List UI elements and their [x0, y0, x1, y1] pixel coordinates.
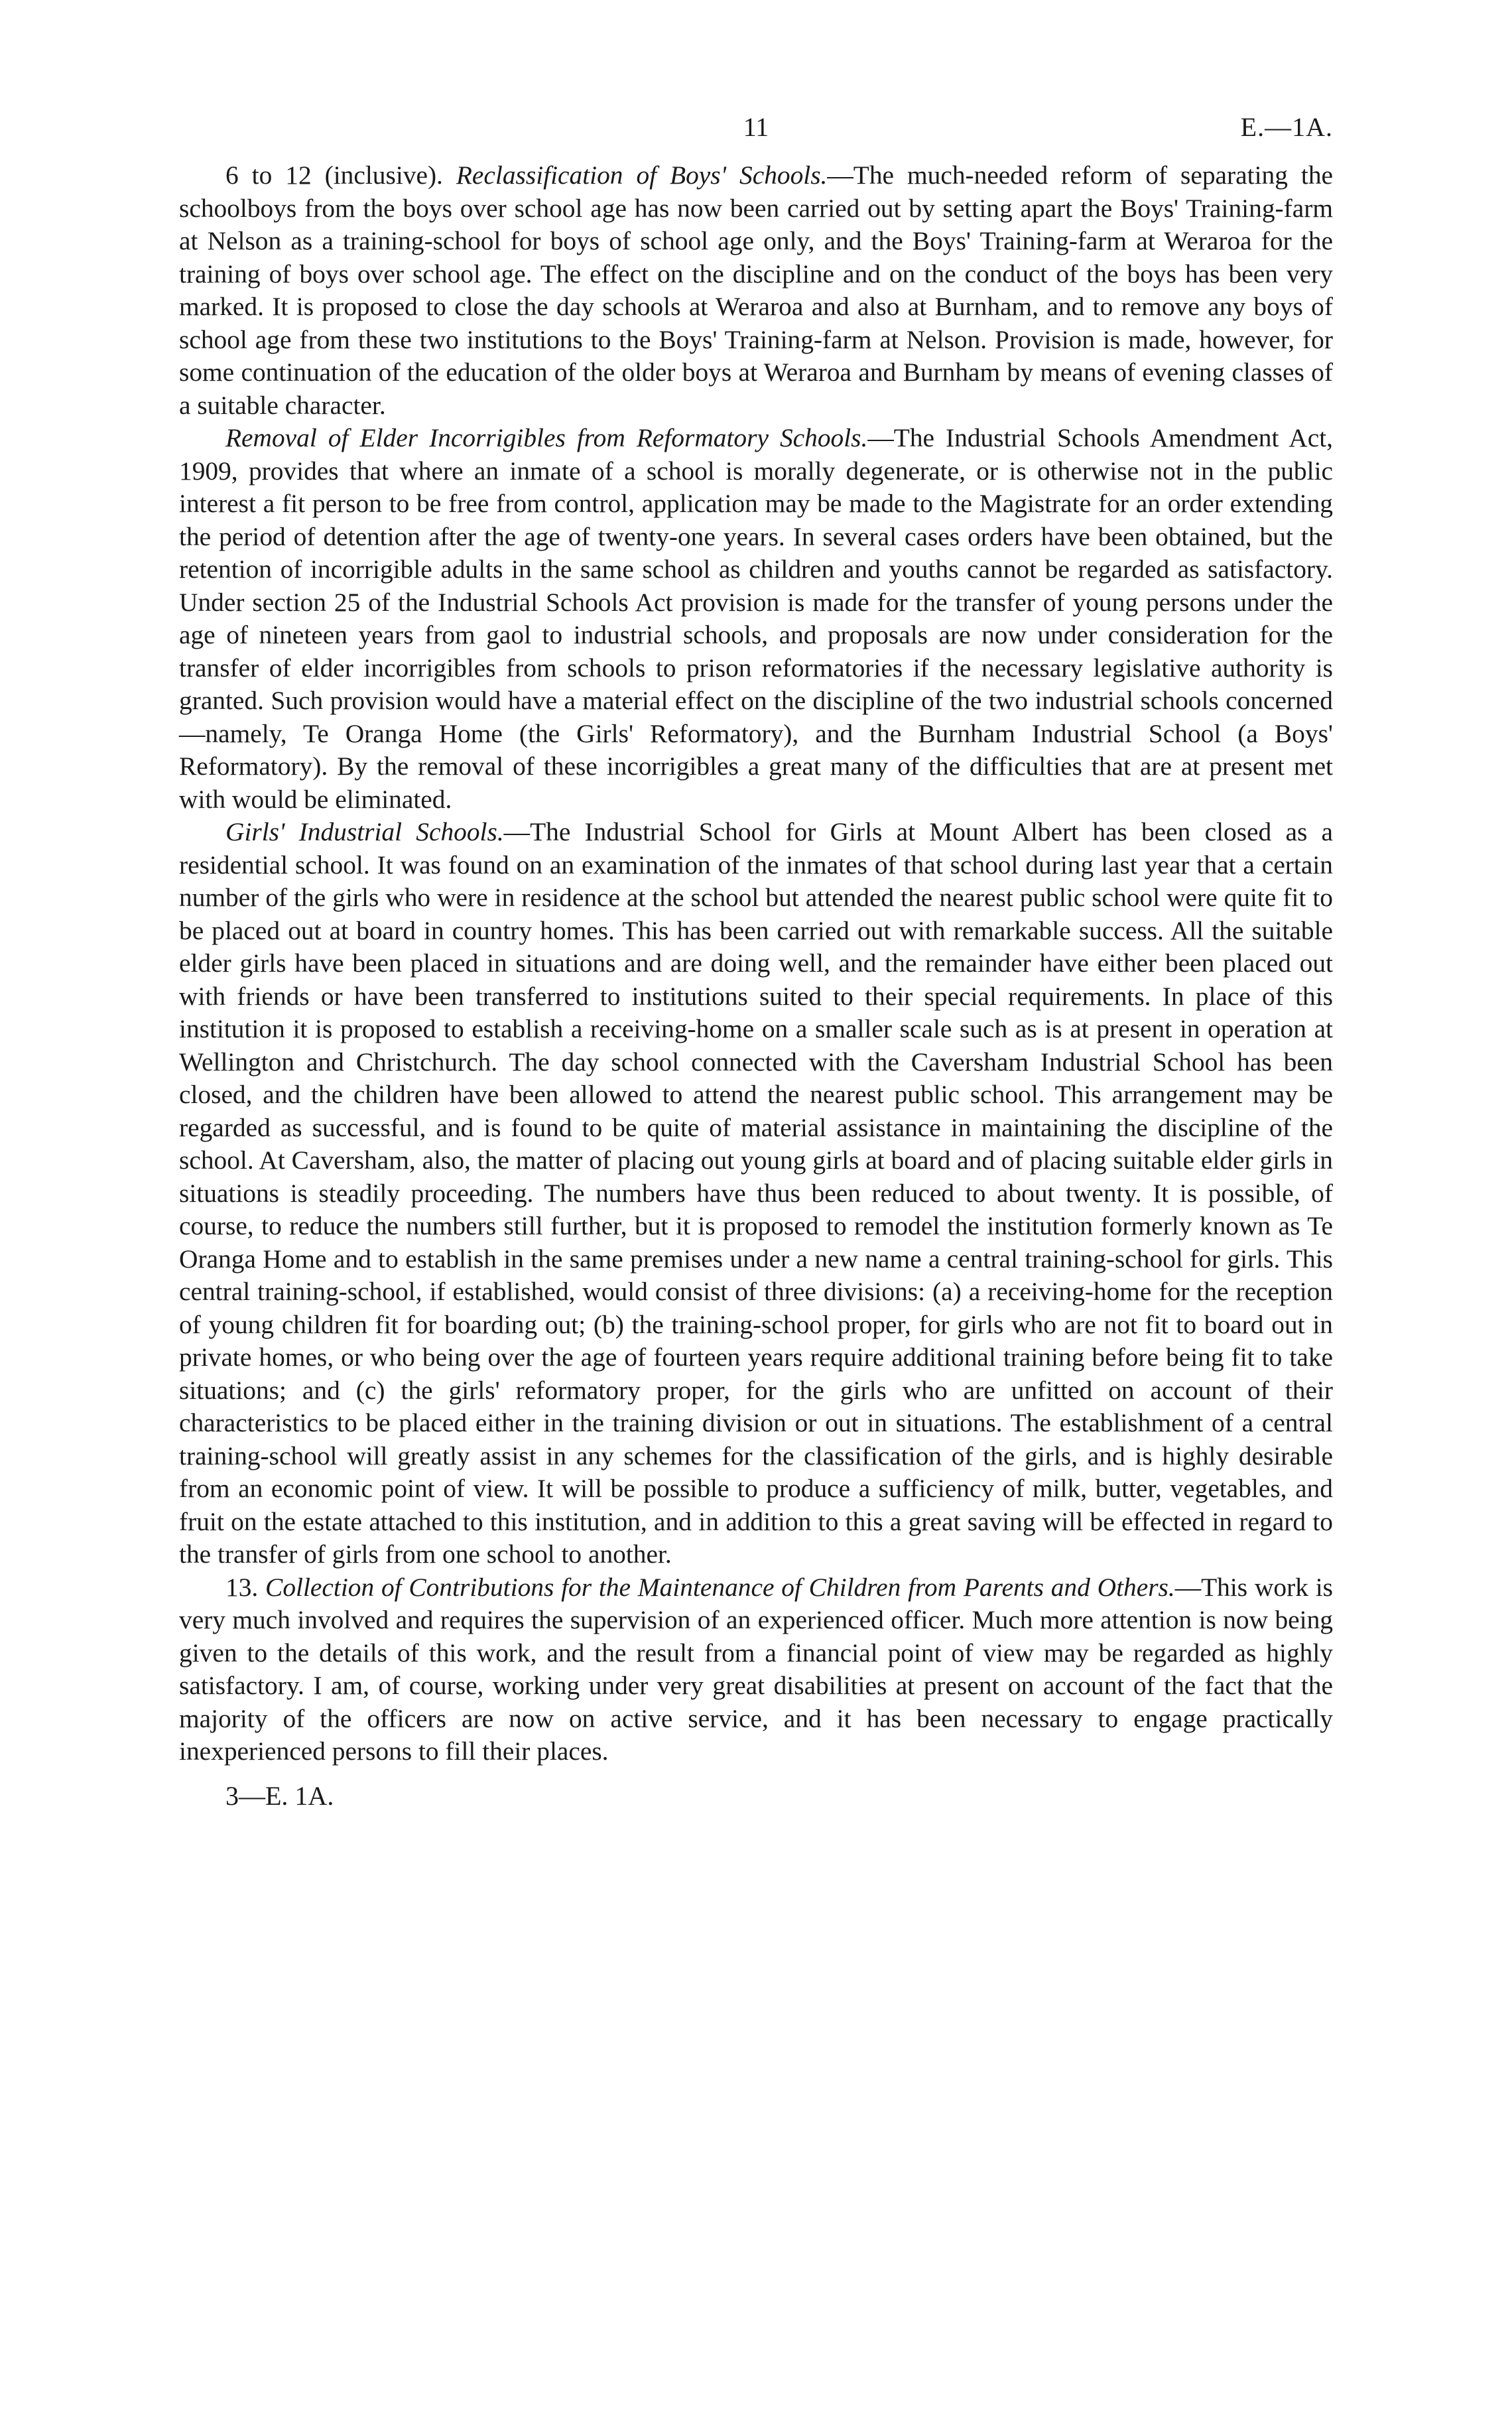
paragraph-heading: Girls' Industrial Schools. — [225, 817, 504, 846]
document-reference: E.—1A. — [1240, 112, 1333, 142]
paragraph-body: —The much-needed reform of separating the schoolboys from the boys over school age has now been carried out by setting apart the Boys' Training-farm at Nelson as a training-school for boys of school age only, and the Boys' Training-farm at Weraroa for the training of boys over school age. The effect on the discipline and on the conduct of the boys has been very marked. It is proposed to close the day schools at Weraroa and also at Burnham, and to remove any boys of school age from these two institutions to the Boys' Training-farm at Nelson. Provision is made, however, for some continuation of the education of the older boys at Weraroa and Burnham by means of evening classes of a suitable character. — [179, 161, 1333, 420]
paragraph-heading: Collection of Contributions for the Maintenance of Children from Parents and Others. — [265, 1572, 1175, 1602]
page-number: 11 — [743, 112, 769, 142]
signature-reference: 3—E. 1A. — [225, 1780, 334, 1811]
document-page — [179, 106, 1333, 1811]
paragraph-body: —The Industrial Schools Amendment Act, 1909, provides that where an inmate of a school is morally degenerate, or is otherwise not in the public interest a fit person to be free from control, application may be made to the Magistrate for an order extending the period of detention after the age of twenty-one years. In several cases orders have been obtained, but the retention of incorrigible adults in the same school as children and youths cannot be regarded as satisfactory. Under section 25 of the Industrial Schools Act provision is made for the transfer of young persons under the age of nineteen years from gaol to industrial schools, and proposals are now under consideration for the transfer of elder incorrigibles from schools to prison reformatories if the necessary legislative authority is granted. Such provision would have a material effect on the discipline of the two industrial schools concerned—namely, Te Oranga Home (the Girls' Reformatory), and the Burnham Industrial School (a Boys' Reformatory). By the removal of these incorrigibles a great many of the difficulties that are at present met with would be eliminated. — [179, 423, 1333, 814]
paragraph-collection-of-contributions — [179, 1571, 1333, 1768]
paragraph-heading: Reclassification of Boys' Schools. — [456, 161, 828, 190]
paragraph-heading: Removal of Elder Incorrigibles from Reformatory Schools. — [225, 423, 868, 452]
paragraph-elder-incorrigibles — [179, 422, 1333, 816]
paragraph-body: —The Industrial School for Girls at Mount Albert has been closed as a residential school. It was found on an examination of the inmates of that school during last year that a certain number of the girls who were in residence at the school but attended the nearest public school were quite fit to be placed out at board in country homes. This has been carried out with remarkable success. All the suitable elder girls have been placed in situations and are doing well, and the remainder have either been placed out with friends or have been transferred to institutions suited to their special requirements. In place of this institution it is proposed to establish a receiving-home on a smaller scale such as is at present in operation at Wellington and Christchurch. The day school connected with the Caversham Industrial School has been closed, and the children have been allowed to attend the nearest public school. This arrangement may be regarded as successful, and is found to be quite of material assistance in maintaining the discipline of the school. At Caversham, also, the matter of placing out young girls at board and of placing suitable elder girls in situations is steadily proceeding. The numbers have thus been reduced to about twenty. It is possible, of course, to reduce the numbers still further, but it is proposed to remodel the institution formerly known as Te Oranga Home and to establish in the same premises under a new name a central training-school for girls. This central training-school, if established, would consist of three divisions: (a) a receiving-home for the reception of young children fit for boarding out; (b) the training-school proper, for girls who are not fit to board out in private homes, or who being over the age of fourteen years require additional training before being fit to take situations; and (c) the girls' reformatory proper, for the girls who are unfitted on account of their characteristics to be placed either in the training division or out in situations. The establishment of a central training-school will greatly assist in any schemes for the classification of the girls, and is highly desirable from an economic point of view. It will be possible to produce a sufficiency of milk, butter, vegetables, and fruit on the estate attached to this institution, and in addition to this a great saving will be effected in regard to the transfer of girls from one school to another. — [179, 817, 1333, 1569]
paragraph-reclassification — [179, 159, 1333, 422]
paragraph-lead: 13. — [225, 1572, 266, 1602]
paragraph-lead: 6 to 12 (inclusive). — [225, 161, 456, 190]
paragraph-body: —This work is very much involved and requires the supervision of an experienced officer. Much more attention is now being given to the details of this work, and the result from a financial point of view may be regarded as highly satisfactory. I am, of course, working under very great disabilities at present on account of the fact that the majority of the officers are now on active service, and it has been necessary to engage practically inexperienced persons to fill their places. — [179, 1572, 1333, 1766]
paragraph-girls-industrial-schools — [179, 816, 1333, 1571]
page-header — [179, 106, 1333, 159]
